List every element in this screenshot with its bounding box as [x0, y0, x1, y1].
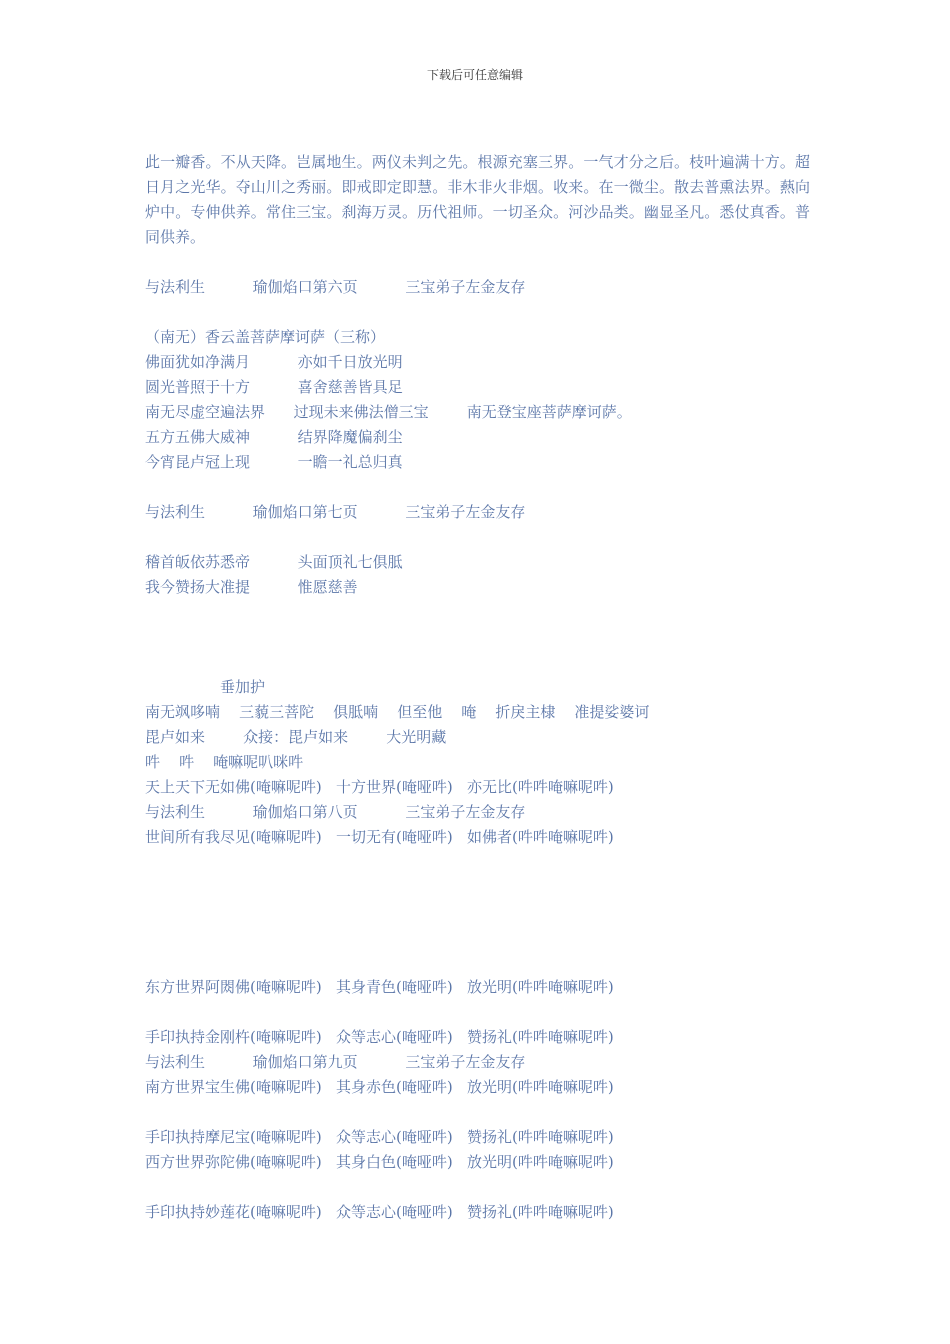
verse-line: 圆光普照于十方 喜舍慈善皆具足	[145, 378, 403, 396]
mantra-line: 吽 吽 唵嘛呢叭咪吽	[145, 753, 304, 771]
incense-paragraph: 此一瓣香。不从天降。岂属地生。两仪未判之先。根源充塞三界。一气才分之后。枝叶遍满十方。超日月之光华。夺山川之秀丽。即戒即定即慧。非木非火非烟。收来。在一微尘。散去普熏法界。爇向炉中。专伸供养。常住三宝。刹海万灵。历代祖师。一切圣众。河沙品类。幽显圣凡。悉仗真香。普同供养。	[145, 153, 810, 246]
document-body	[145, 150, 810, 1225]
spacer	[145, 1175, 810, 1200]
verse-line: 手印执持妙莲花(唵嘛呢吽) 众等志心(唵哑吽) 赞扬礼(吽吽唵嘛呢吽)	[145, 1203, 614, 1221]
verse-line: 稽首皈依苏悉帝 头面顶礼七俱胝	[145, 553, 403, 571]
spacer	[145, 600, 810, 675]
page-footer-line-7: 与法利生 瑜伽焰口第七页 三宝弟子左金友存	[145, 503, 526, 521]
spacer	[145, 1100, 810, 1125]
verse-line: 佛面犹如净满月 亦如千日放光明	[145, 353, 403, 371]
spacer	[145, 525, 810, 550]
verse-line: （南无）香云盖菩萨摩诃萨（三称）	[145, 328, 386, 346]
verse-line: 毘卢如来 众接：毘卢如来 大光明藏	[145, 728, 447, 746]
verse-line: 世间所有我尽见(唵嘛呢吽) 一切无有(唵哑吽) 如佛者(吽吽唵嘛呢吽)	[145, 828, 614, 846]
verse-line: 东方世界阿閦佛(唵嘛呢吽) 其身青色(唵哑吽) 放光明(吽吽唵嘛呢吽)	[145, 978, 614, 996]
page-footer-line-9: 与法利生 瑜伽焰口第九页 三宝弟子左金友存	[145, 1053, 526, 1071]
verse-line: 五方五佛大威神 结界降魔偏刹尘	[145, 428, 403, 446]
verse-line: 天上天下无如佛(唵嘛呢吽) 十方世界(唵哑吽) 亦无比(吽吽唵嘛呢吽)	[145, 778, 614, 796]
verse-line: 垂加护	[220, 678, 266, 696]
verse-line: 南方世界宝生佛(唵嘛呢吽) 其身赤色(唵哑吽) 放光明(吽吽唵嘛呢吽)	[145, 1078, 614, 1096]
spacer	[145, 475, 810, 500]
verse-line: 今宵昆卢冠上现 一瞻一礼总归真	[145, 453, 403, 471]
verse-line: 我今赞扬大准提 惟愿慈善	[145, 578, 358, 596]
page-header-note: 下载后可任意编辑	[426, 68, 523, 82]
spacer	[145, 1000, 810, 1025]
page-footer-line-8: 与法利生 瑜伽焰口第八页 三宝弟子左金友存	[145, 803, 526, 821]
verse-line: 手印执持金刚杵(唵嘛呢吽) 众等志心(唵哑吽) 赞扬礼(吽吽唵嘛呢吽)	[145, 1028, 614, 1046]
spacer	[145, 300, 810, 325]
spacer	[145, 250, 810, 275]
verse-line: 南无尽虚空遍法界 过现未来佛法僧三宝 南无登宝座菩萨摩诃萨。	[145, 403, 632, 421]
spacer	[145, 850, 810, 975]
verse-line: 手印执持摩尼宝(唵嘛呢吽) 众等志心(唵哑吽) 赞扬礼(吽吽唵嘛呢吽)	[145, 1128, 614, 1146]
mantra-line: 南无飒哆喃 三藐三菩陀 俱胝喃 但至他 唵 折戾主棣 准提娑婆诃	[145, 703, 650, 721]
page-footer-line-6: 与法利生 瑜伽焰口第六页 三宝弟子左金友存	[145, 278, 526, 296]
verse-line: 西方世界弥陀佛(唵嘛呢吽) 其身白色(唵哑吽) 放光明(吽吽唵嘛呢吽)	[145, 1153, 614, 1171]
